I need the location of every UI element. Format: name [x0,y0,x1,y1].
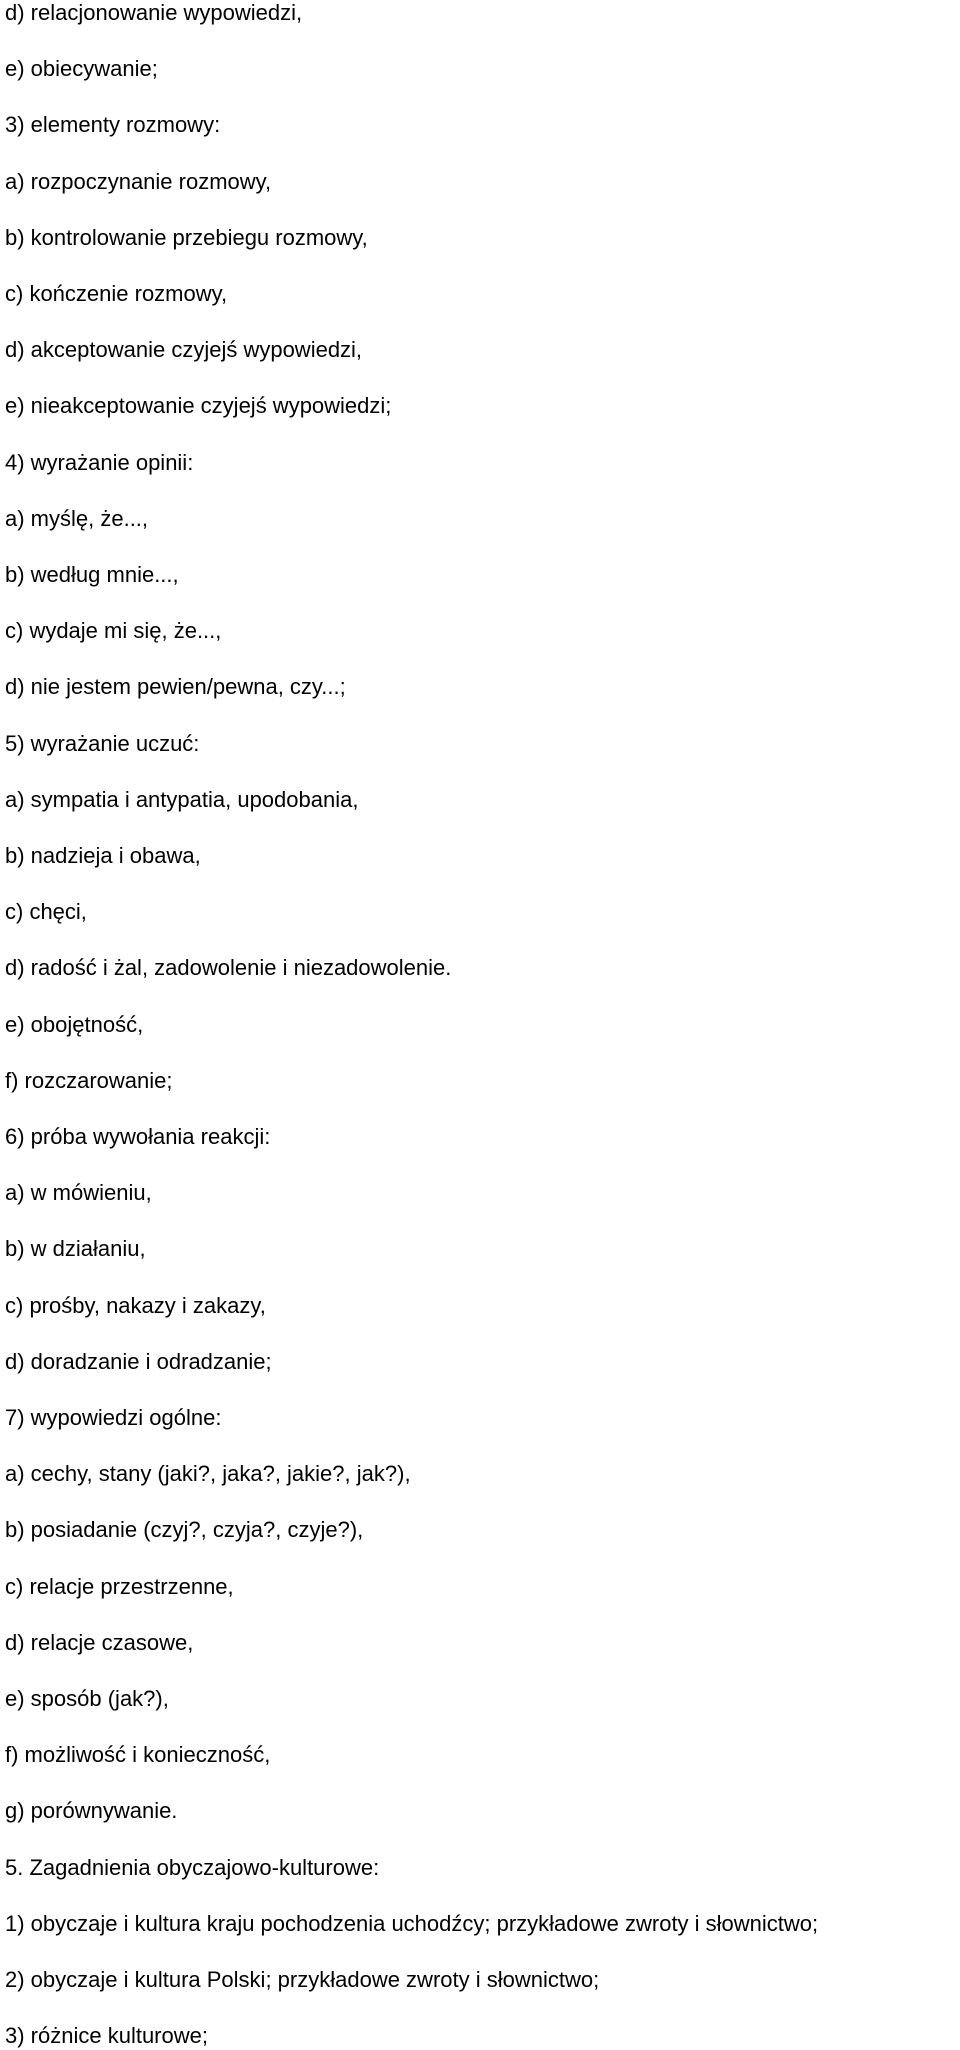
text-line: 3) elementy rozmowy: [5,112,221,138]
text-line: c) prośby, nakazy i zakazy, [5,1292,266,1318]
text-line: b) według mnie..., [5,562,179,587]
text-line: 4) wyrażanie opinii: [5,449,194,475]
text-line: c) kończenie rozmowy, [5,281,228,306]
text-line: b) nadzieja i obawa, [5,843,201,868]
text-line: d) nie jestem pewien/pewna, czy...; [5,674,346,700]
text-line: b) w działaniu, [5,1236,146,1262]
text-line: 7) wypowiedzi ogólne: [5,1405,222,1430]
text-line: c) relacje przestrzenne, [5,1573,234,1599]
text-line: 5) wyrażanie uczuć: [5,730,200,756]
text-line: c) chęci, [5,899,87,925]
text-line: e) obiecywanie; [5,56,158,82]
text-line: a) rozpoczynanie rozmowy, [5,168,272,194]
text-line: a) myślę, że..., [5,505,149,531]
text-line: e) sposób (jak?), [5,1686,169,1711]
text-line: f) możliwość i konieczność, [5,1742,271,1768]
text-line: d) akceptowanie czyjejś wypowiedzi, [5,337,363,363]
text-line: 5. Zagadnienia obyczajowo-kulturowe: [5,1854,380,1880]
text-line: a) sympatia i antypatia, upodobania, [5,786,359,812]
text-line: d) relacje czasowe, [5,1629,194,1655]
text-line: d) doradzanie i odradzanie; [5,1348,272,1374]
text-line: d) radość i żal, zadowolenie i niezadowolenie. [5,955,452,981]
text-line: a) cechy, stany (jaki?, jaka?, jakie?, jak?), [5,1461,411,1487]
text-line: 3) różnice kulturowe; [5,2023,208,2049]
text-line: 2) obyczaje i kultura Polski; przykładowe zwroty i słownictwo; [5,1967,600,1992]
text-line: 6) próba wywołania reakcji: [5,1124,271,1149]
text-line: c) wydaje mi się, że..., [5,618,222,644]
text-line: b) kontrolowanie przebiegu rozmowy, [5,224,368,250]
text-line: a) w mówieniu, [5,1180,152,1206]
text-line: e) nieakceptowanie czyjejś wypowiedzi; [5,393,392,419]
text-line: d) relacjonowanie wypowiedzi, [5,0,303,25]
text-line: g) porównywanie. [5,1798,178,1824]
text-line: e) obojętność, [5,1011,144,1037]
text-line: b) posiadanie (czyj?, czyja?, czyje?), [5,1517,364,1543]
text-line: 1) obyczaje i kultura kraju pochodzenia uchodźcy; przykładowe zwroty i słownictwo; [5,1910,819,1936]
text-line: f) rozczarowanie; [5,1067,173,1093]
